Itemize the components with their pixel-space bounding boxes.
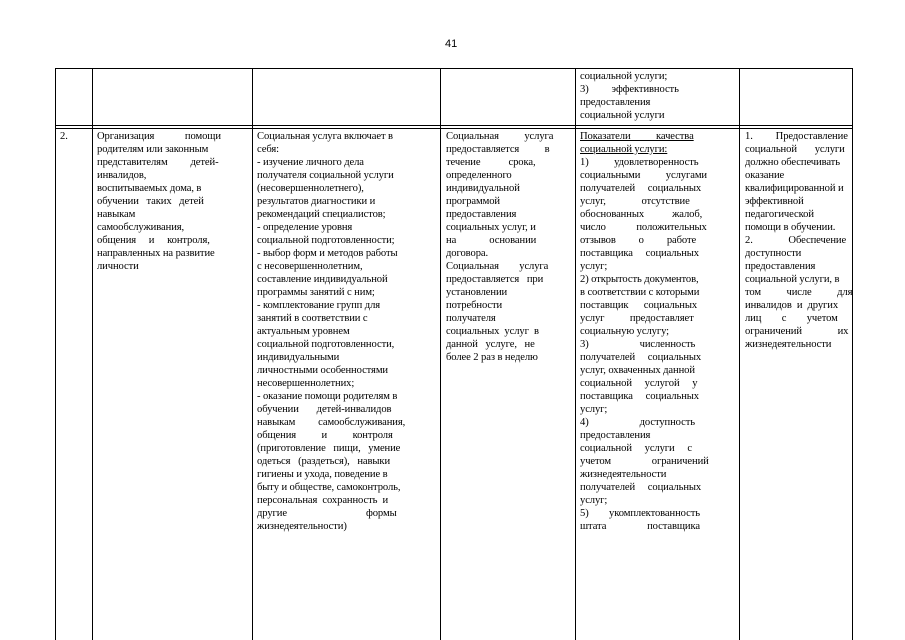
terms-line: установлении — [446, 287, 508, 298]
description-line: навыкам самообслуживания, — [257, 417, 406, 428]
continued-indicators-line: социальной услуги; — [580, 71, 668, 82]
terms-line: социальных услуг, и — [446, 222, 536, 233]
terms-line: индивидуальной — [446, 183, 520, 194]
terms-line: более 2 раз в неделю — [446, 352, 538, 363]
indicators-line: получателей социальных — [580, 482, 702, 493]
conditions-line: помощи в обучении. — [745, 222, 836, 233]
indicators-line: услуг, отсутствие — [580, 196, 690, 207]
description-line: обучении детей-инвалидов — [257, 404, 392, 415]
conditions-line: педагогической — [745, 209, 814, 220]
conditions-line: лиц с учетом — [745, 313, 838, 324]
page-number: 41 — [445, 38, 458, 50]
conditions-line: 2. Обеспечение — [745, 235, 847, 246]
description-line: другие формы — [257, 508, 397, 519]
description-line: общения и контроля — [257, 430, 393, 441]
indicators-line: поставщика социальных — [580, 248, 699, 259]
indicators-line: 4) доступность — [580, 417, 695, 428]
indicators-line: социальными услугами — [580, 170, 707, 181]
terms-line: потребности — [446, 300, 503, 311]
description-line: (приготовление пищи, умение — [257, 443, 401, 454]
continued-indicators-line: социальной услуги — [580, 110, 665, 121]
indicators-line: услуг; — [580, 261, 608, 272]
terms-line: договора. — [446, 248, 489, 259]
description-line: - комплектование групп для — [257, 300, 381, 311]
description-line: себя: — [257, 144, 279, 155]
description-line: программы занятий с ним; — [257, 287, 375, 298]
terms-line: Социальная услуга — [446, 131, 554, 142]
service-name-line: личности — [97, 261, 139, 272]
indicators-line: 1) удовлетворенность — [580, 157, 699, 168]
indicators-line: в соответствии с которыми — [580, 287, 700, 298]
description-line: индивидуальными — [257, 352, 340, 363]
description-line: составление индивидуальной — [257, 274, 388, 285]
conditions-line: инвалидов и других — [745, 300, 839, 311]
indicators-line: услуг, охваченных данной — [580, 365, 695, 376]
description-line: социальной подготовленности; — [257, 235, 395, 246]
indicators-line: 2) открытость документов, — [580, 274, 699, 285]
description-line: гигиены и ухода, поведение в — [257, 469, 388, 480]
description-line: - изучение личного дела — [257, 157, 364, 168]
service-name-line: направленных на развитие — [97, 248, 215, 259]
indicators-line: социальной услугой у — [580, 378, 698, 389]
service-name-line: самообслуживания, — [97, 222, 185, 233]
terms-line: программой — [446, 196, 500, 207]
service-name-line: навыкам — [97, 209, 136, 220]
indicators-line: число положительных — [580, 222, 707, 233]
terms-line: социальных услуг в — [446, 326, 539, 337]
continued-indicators-line: 3) эффективность — [580, 84, 679, 95]
description-line: социальной подготовленности, — [257, 339, 395, 350]
conditions-line: должно обеспечивать — [745, 157, 840, 168]
service-name-line: Организация помощи — [97, 131, 221, 142]
description-line: личностными особенностями — [257, 365, 389, 376]
conditions-line: эффективной — [745, 196, 804, 207]
indicators-line: социальной услуги с — [580, 443, 692, 454]
indicators-line: учетом ограничений — [580, 456, 709, 467]
conditions-line: оказание — [745, 170, 785, 181]
description-line: рекомендаций специалистов; — [257, 209, 386, 220]
terms-line: Социальная услуга — [446, 261, 549, 272]
service-name-line: представителям детей- — [97, 157, 219, 168]
description-line: результатов диагностики и — [257, 196, 376, 207]
indicators-line: жизнедеятельности — [580, 469, 667, 480]
terms-line: определенного — [446, 170, 512, 181]
conditions-line: том числе для — [745, 287, 853, 298]
service-name-line: воспитываемых дома, в — [97, 183, 202, 194]
conditions-line: социальной услуги, в — [745, 274, 840, 285]
indicators-line: услуг; — [580, 404, 608, 415]
conditions-line: социальной услуги — [745, 144, 845, 155]
description-line: - выбор форм и методов работы — [257, 248, 398, 259]
description-line: быту и обществе, самоконтроль, — [257, 482, 401, 493]
continued-indicators-line: предоставления — [580, 97, 651, 108]
terms-line: течение срока, — [446, 157, 536, 168]
terms-line: предоставляется в — [446, 144, 550, 155]
description-line: - определение уровня — [257, 222, 353, 233]
service-name-line: инвалидов, — [97, 170, 147, 181]
row-number: 2. — [60, 131, 68, 142]
terms-line: предоставления — [446, 209, 517, 220]
indicators-heading-line: социальной услуги: — [580, 144, 668, 155]
conditions-line: жизнедеятельности — [745, 339, 832, 350]
terms-line: данной услуге, не — [446, 339, 535, 350]
conditions-line: квалифицированной и — [745, 183, 844, 194]
description-line: - оказание помощи родителям в — [257, 391, 398, 402]
indicators-line: поставщика социальных — [580, 391, 699, 402]
indicators-line: 5) укомплектованность — [580, 508, 700, 519]
description-line: жизнедеятельности) — [257, 521, 347, 532]
terms-line: предоставляется при — [446, 274, 544, 285]
service-name-line: родителям или законным — [97, 144, 209, 155]
indicators-line: получателей социальных — [580, 352, 702, 363]
conditions-line: доступности — [745, 248, 802, 259]
indicators-line: получателей социальных — [580, 183, 702, 194]
indicators-line: отзывов о работе — [580, 235, 697, 246]
description-line: несовершеннолетних; — [257, 378, 355, 389]
description-line: персональная сохранность и — [257, 495, 389, 506]
indicators-line: предоставления — [580, 430, 651, 441]
description-line: одеться (раздеться), навыки — [257, 456, 391, 467]
indicators-line: услуг; — [580, 495, 608, 506]
description-line: с несовершеннолетним, — [257, 261, 363, 272]
description-line: (несовершеннолетнего), — [257, 183, 364, 194]
terms-line: получателя — [446, 313, 496, 324]
description-line: Социальная услуга включает в — [257, 131, 393, 142]
indicators-line: социальную услугу; — [580, 326, 670, 337]
description-line: получателя социальной услуги — [257, 170, 394, 181]
indicators-heading-line: Показатели качества — [580, 131, 694, 142]
indicators-line: обоснованных жалоб, — [580, 209, 703, 220]
description-line: актуальным уровнем — [257, 326, 350, 337]
indicators-line: 3) численность — [580, 339, 696, 350]
service-name-line: общения и контроля, — [97, 235, 210, 246]
indicators-line: услуг предоставляет — [580, 313, 694, 324]
conditions-line: ограничений их — [745, 326, 849, 337]
indicators-line: поставщик социальных — [580, 300, 698, 311]
indicators-line: штата поставщика — [580, 521, 700, 532]
terms-line: на основании — [446, 235, 537, 246]
conditions-line: предоставления — [745, 261, 816, 272]
description-line: занятий в соответствии с — [257, 313, 368, 324]
service-name-line: обучении таких детей — [97, 196, 204, 207]
conditions-line: 1. Предоставление — [745, 131, 848, 142]
